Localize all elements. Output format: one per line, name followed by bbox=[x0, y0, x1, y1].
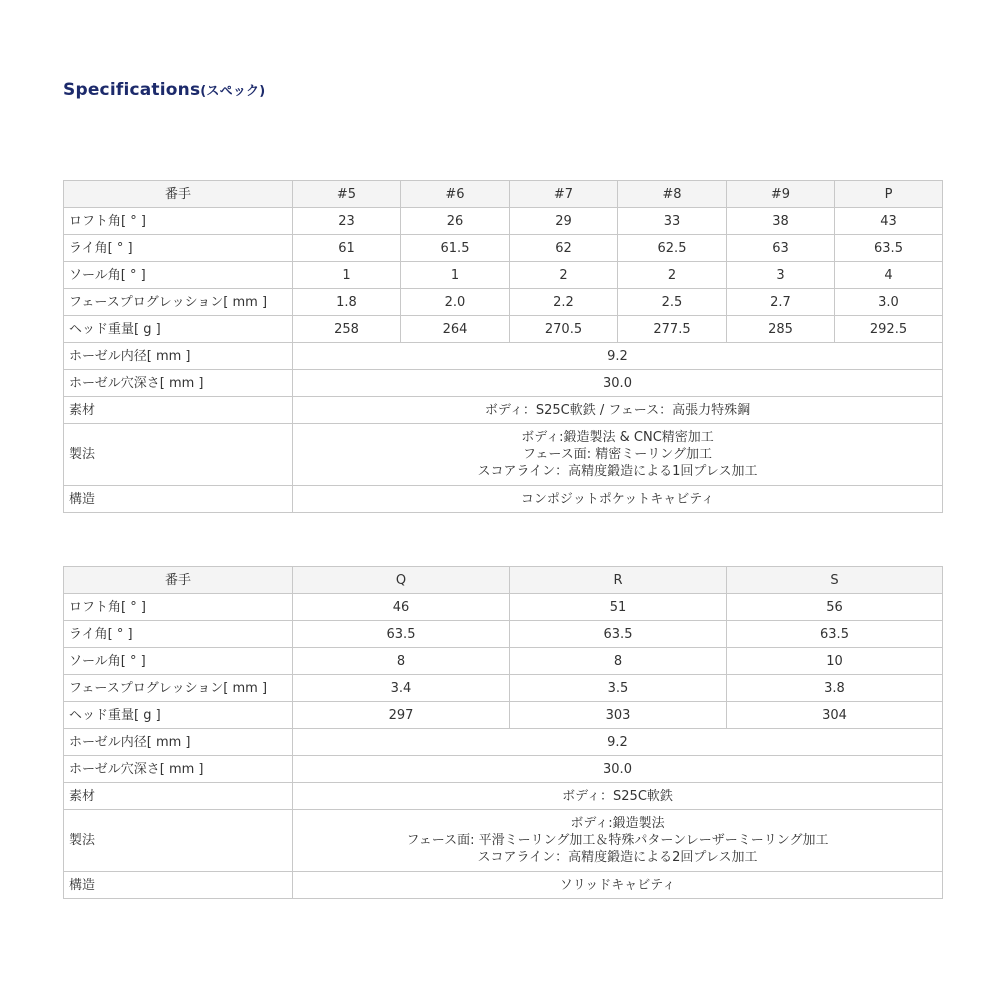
table-cell: 9.2 bbox=[293, 729, 943, 756]
table-cell: 292.5 bbox=[835, 316, 943, 343]
table-cell: 43 bbox=[835, 208, 943, 235]
table-row bbox=[64, 343, 943, 370]
table-row bbox=[64, 208, 943, 235]
table-cell: 9.2 bbox=[293, 343, 943, 370]
table-cell: 304 bbox=[727, 702, 943, 729]
header-label: 番手 bbox=[64, 181, 293, 208]
column-header: P bbox=[835, 181, 943, 208]
table-cell: 61.5 bbox=[401, 235, 510, 262]
row-label: ロフト角[ ° ] bbox=[64, 208, 293, 235]
table-cell: 2.0 bbox=[401, 289, 510, 316]
title-main: Specifications bbox=[63, 80, 201, 100]
table-cell: ボディ：S25C軟鉄 bbox=[293, 783, 943, 810]
table-cell: 1 bbox=[293, 262, 401, 289]
row-label: 製法 bbox=[64, 424, 293, 486]
table-cell: 56 bbox=[727, 594, 943, 621]
table-cell: 3.5 bbox=[510, 675, 727, 702]
table-cell: 1.8 bbox=[293, 289, 401, 316]
spec-table-wedges bbox=[63, 566, 943, 899]
table-row bbox=[64, 783, 943, 810]
column-header: S bbox=[727, 567, 943, 594]
row-label: ホーゼル内径[ mm ] bbox=[64, 729, 293, 756]
table-cell: 8 bbox=[510, 648, 727, 675]
table-row bbox=[64, 316, 943, 343]
header-row bbox=[64, 567, 943, 594]
table-cell: 2.2 bbox=[510, 289, 618, 316]
row-label: ライ角[ ° ] bbox=[64, 621, 293, 648]
table-cell: 63.5 bbox=[835, 235, 943, 262]
row-label: 素材 bbox=[64, 397, 293, 424]
method-line: スコアライン：高精度鍛造による1回プレス加工 bbox=[477, 464, 758, 479]
table-cell: 3 bbox=[727, 262, 835, 289]
table-cell: 285 bbox=[727, 316, 835, 343]
column-header: #7 bbox=[510, 181, 618, 208]
table-cell: 3.4 bbox=[293, 675, 510, 702]
table-row bbox=[64, 675, 943, 702]
table-cell: 29 bbox=[510, 208, 618, 235]
table-cell: 30.0 bbox=[293, 756, 943, 783]
table-cell bbox=[293, 810, 943, 872]
table-cell: 1 bbox=[401, 262, 510, 289]
row-label: 製法 bbox=[64, 810, 293, 872]
table-cell: 30.0 bbox=[293, 370, 943, 397]
method-line: ボディ:鍛造製法 & CNC精密加工 bbox=[521, 430, 714, 445]
table-cell: 61 bbox=[293, 235, 401, 262]
table-cell: コンポジットポケットキャビティ bbox=[293, 486, 943, 513]
column-header: #9 bbox=[727, 181, 835, 208]
table-cell: 2.5 bbox=[618, 289, 727, 316]
table-row bbox=[64, 424, 943, 486]
row-label: ヘッド重量[ g ] bbox=[64, 702, 293, 729]
column-header: R bbox=[510, 567, 727, 594]
row-label: フェースプログレッション[ mm ] bbox=[64, 289, 293, 316]
table-cell: 2 bbox=[510, 262, 618, 289]
table-cell: 63.5 bbox=[727, 621, 943, 648]
method-line: ボディ:鍛造製法 bbox=[570, 816, 665, 831]
table-cell: 303 bbox=[510, 702, 727, 729]
table-cell: 4 bbox=[835, 262, 943, 289]
table-cell: 3.0 bbox=[835, 289, 943, 316]
row-label: ホーゼル穴深さ[ mm ] bbox=[64, 756, 293, 783]
method-line: フェース面: 平滑ミーリング加工＆特殊パターンレーザーミーリング加工 bbox=[406, 833, 829, 848]
table-cell: 51 bbox=[510, 594, 727, 621]
table-cell: 62 bbox=[510, 235, 618, 262]
table-cell: 2 bbox=[618, 262, 727, 289]
table-cell: 33 bbox=[618, 208, 727, 235]
table-row bbox=[64, 235, 943, 262]
table-cell: 26 bbox=[401, 208, 510, 235]
column-header: #8 bbox=[618, 181, 727, 208]
table-row bbox=[64, 594, 943, 621]
table-cell: 258 bbox=[293, 316, 401, 343]
table-cell: 270.5 bbox=[510, 316, 618, 343]
table-cell: 46 bbox=[293, 594, 510, 621]
table-cell: 8 bbox=[293, 648, 510, 675]
table-cell: 63 bbox=[727, 235, 835, 262]
table-cell: 62.5 bbox=[618, 235, 727, 262]
column-header: Q bbox=[293, 567, 510, 594]
table-row bbox=[64, 262, 943, 289]
table-row bbox=[64, 486, 943, 513]
method-line: フェース面: 精密ミーリング加工 bbox=[523, 447, 712, 462]
table-row bbox=[64, 289, 943, 316]
table-cell: ソリッドキャビティ bbox=[293, 872, 943, 899]
table-row bbox=[64, 370, 943, 397]
table-cell: 63.5 bbox=[510, 621, 727, 648]
table-row bbox=[64, 621, 943, 648]
title-sub: (スペック) bbox=[200, 84, 266, 99]
table-row bbox=[64, 756, 943, 783]
row-label: ヘッド重量[ g ] bbox=[64, 316, 293, 343]
row-label: 構造 bbox=[64, 872, 293, 899]
row-label: 素材 bbox=[64, 783, 293, 810]
table-row bbox=[64, 397, 943, 424]
row-label: ソール角[ ° ] bbox=[64, 648, 293, 675]
row-label: ソール角[ ° ] bbox=[64, 262, 293, 289]
row-label: 構造 bbox=[64, 486, 293, 513]
row-label: ホーゼル内径[ mm ] bbox=[64, 343, 293, 370]
header-row bbox=[64, 181, 943, 208]
table-cell: 297 bbox=[293, 702, 510, 729]
table-cell: 3.8 bbox=[727, 675, 943, 702]
table-cell: 277.5 bbox=[618, 316, 727, 343]
table-cell: 63.5 bbox=[293, 621, 510, 648]
column-header: #6 bbox=[401, 181, 510, 208]
table-cell: 264 bbox=[401, 316, 510, 343]
table-cell: 10 bbox=[727, 648, 943, 675]
table-cell: ボディ：S25C軟鉄 / フェース：高張力特殊鋼 bbox=[293, 397, 943, 424]
table-row bbox=[64, 648, 943, 675]
table-row bbox=[64, 729, 943, 756]
table-row bbox=[64, 702, 943, 729]
spec-table-irons bbox=[63, 180, 943, 513]
header-label: 番手 bbox=[64, 567, 293, 594]
table-cell: 23 bbox=[293, 208, 401, 235]
table-row bbox=[64, 872, 943, 899]
page-title bbox=[63, 80, 265, 100]
table-cell: 38 bbox=[727, 208, 835, 235]
column-header: #5 bbox=[293, 181, 401, 208]
table-cell bbox=[293, 424, 943, 486]
row-label: フェースプログレッション[ mm ] bbox=[64, 675, 293, 702]
method-line: スコアライン：高精度鍛造による2回プレス加工 bbox=[477, 850, 758, 865]
row-label: ライ角[ ° ] bbox=[64, 235, 293, 262]
row-label: ホーゼル穴深さ[ mm ] bbox=[64, 370, 293, 397]
row-label: ロフト角[ ° ] bbox=[64, 594, 293, 621]
table-cell: 2.7 bbox=[727, 289, 835, 316]
table-row bbox=[64, 810, 943, 872]
